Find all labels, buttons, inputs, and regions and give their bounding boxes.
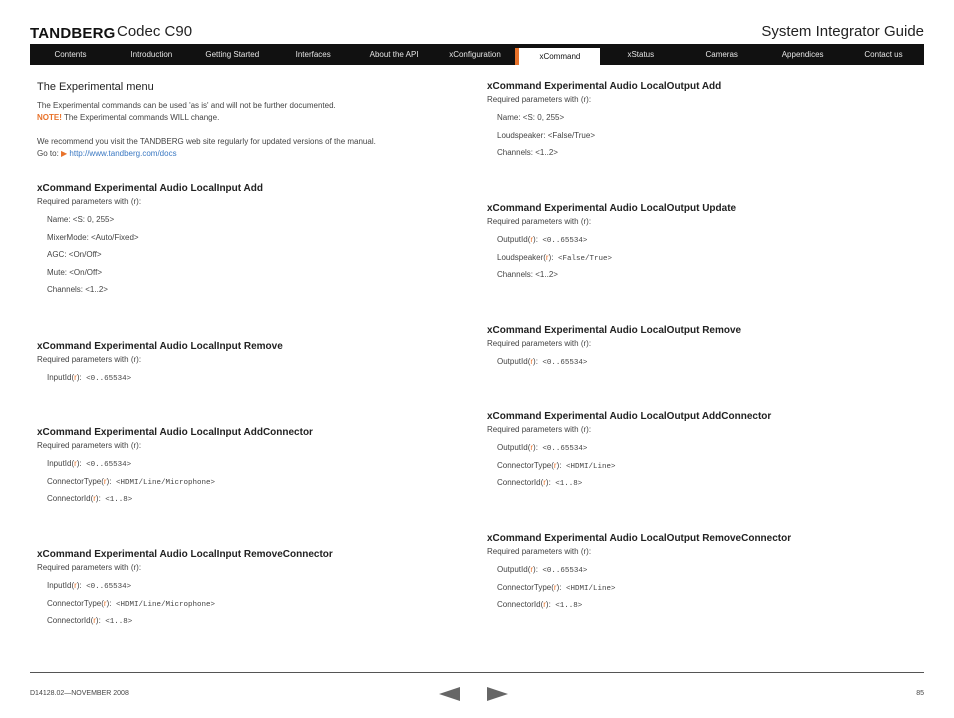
tab-getting-started[interactable]: Getting Started [205, 50, 260, 59]
param-name: Name: <S: 0, 255> [497, 113, 565, 122]
top-nav [30, 44, 924, 65]
command-localoutput-remove [487, 324, 907, 371]
tab-appendices[interactable]: Appendices [781, 50, 824, 59]
param-channels: Channels: <1..2> [497, 270, 558, 279]
param-agc: AGC: <On/Off> [47, 250, 102, 259]
note-label: NOTE! [37, 113, 62, 122]
page-number: 85 [916, 690, 924, 697]
param-connectorid: ConnectorId(r): <1..8> [47, 494, 133, 504]
command-localinput-remove [37, 340, 457, 387]
goto-label: Go to: [37, 149, 62, 158]
param-connectortype: ConnectorType(r): <HDMI/Line> [497, 582, 616, 593]
param-mixermode: MixerMode: <Auto/Fixed> [47, 232, 139, 242]
param-name: Name: <S: 0, 255> [47, 215, 115, 224]
command-localoutput-addconnector [487, 410, 907, 492]
tab-contact-us[interactable]: Contact us [864, 50, 903, 59]
param-inputid: InputId(r): <0..65534> [47, 459, 132, 469]
command-localinput-addconnector [37, 426, 457, 508]
previous-page-icon[interactable] [439, 687, 460, 701]
param-connectortype: ConnectorType(r): <HDMI/Line> [497, 460, 616, 471]
required-params-label: Required parameters with (r): [487, 217, 592, 226]
tab-interfaces[interactable]: Interfaces [295, 50, 331, 59]
command-title: xCommand Experimental Audio LocalOutput AddConnector [487, 411, 772, 422]
command-localoutput-update [487, 202, 907, 284]
command-title: xCommand Experimental Audio LocalOutput Add [487, 81, 722, 92]
tab-cameras[interactable]: Cameras [705, 50, 738, 59]
command-title: xCommand Experimental Audio LocalInput Remove [37, 341, 283, 352]
note-text: The Experimental commands WILL change. [61, 113, 220, 122]
param-inputid: InputId(r): <0..65534> [47, 581, 132, 591]
command-title: xCommand Experimental Audio LocalOutput Update [487, 203, 737, 214]
goto-line [37, 148, 457, 160]
param-channels: Channels: <1..2> [47, 285, 108, 294]
brand-logo: TANDBERG [30, 25, 116, 42]
recommend-text: We recommend you visit the TANDBERG web site regularly for updated versions of the manual. [37, 137, 376, 146]
document-id: D14128.02—NOVEMBER 2008 [30, 690, 129, 697]
intro-text: The Experimental commands can be used 'as is' and will not be further documented. [37, 101, 336, 110]
arrow-right-icon: ▶ [61, 149, 68, 158]
command-localoutput-add [487, 80, 907, 162]
command-title: xCommand Experimental Audio LocalInput Add [37, 183, 263, 194]
required-params-label: Required parameters with (r): [487, 547, 592, 556]
param-channels: Channels: <1..2> [497, 148, 558, 157]
page-header [30, 22, 924, 44]
required-params-label: Required parameters with (r): [487, 425, 592, 434]
command-title: xCommand Experimental Audio LocalInput RemoveConnector [37, 549, 333, 560]
command-title: xCommand Experimental Audio LocalOutput RemoveConnector [487, 533, 792, 544]
param-outputid: OutputId(r): <0..65534> [497, 357, 588, 367]
product-name: Codec C90 [117, 23, 193, 40]
required-params-label: Required parameters with (r): [37, 355, 142, 364]
required-params-label: Required parameters with (r): [37, 197, 142, 206]
param-connectortype: ConnectorType(r): <HDMI/Line/Microphone> [47, 598, 215, 609]
required-params-label: Required parameters with (r): [487, 339, 592, 348]
param-outputid: OutputId(r): <0..65534> [497, 443, 588, 453]
command-title: xCommand Experimental Audio LocalOutput Remove [487, 325, 742, 336]
next-page-icon[interactable] [487, 687, 508, 701]
section-title: The Experimental menu [37, 81, 154, 93]
command-localinput-add [37, 182, 457, 299]
command-title: xCommand Experimental Audio LocalInput AddConnector [37, 427, 313, 438]
required-params-label: Required parameters with (r): [37, 441, 142, 450]
param-loudspeaker: Loudspeaker(r): <False/True> [497, 252, 612, 263]
required-params-label: Required parameters with (r): [487, 95, 592, 104]
required-params-label: Required parameters with (r): [37, 563, 142, 572]
tab-xconfiguration[interactable]: xConfiguration [449, 50, 501, 59]
command-localoutput-removeconnector [487, 532, 907, 614]
tab-introduction[interactable]: Introduction [130, 50, 173, 59]
tab-contents[interactable]: Contents [54, 50, 87, 59]
param-connectortype: ConnectorType(r): <HDMI/Line/Microphone> [47, 476, 215, 487]
param-connectorid: ConnectorId(r): <1..8> [497, 600, 583, 610]
param-connectorid: ConnectorId(r): <1..8> [497, 478, 583, 488]
param-inputid: InputId(r): <0..65534> [47, 373, 132, 383]
param-connectorid: ConnectorId(r): <1..8> [47, 616, 133, 626]
param-loudspeaker: Loudspeaker: <False/True> [497, 130, 595, 140]
intro-section [37, 78, 457, 160]
tab-xcommand[interactable]: xCommand [515, 48, 600, 65]
tab-about-the-api[interactable]: About the API [369, 50, 419, 59]
docs-link[interactable]: http://www.tandberg.com/docs [69, 149, 177, 158]
param-outputid: OutputId(r): <0..65534> [497, 235, 588, 245]
note-line [37, 112, 457, 124]
footer-divider [30, 672, 924, 673]
param-mute: Mute: <On/Off> [47, 267, 102, 277]
param-outputid: OutputId(r): <0..65534> [497, 565, 588, 575]
tab-xstatus[interactable]: xStatus [627, 50, 655, 59]
guide-title: System Integrator Guide [761, 23, 924, 40]
command-localinput-removeconnector [37, 548, 457, 630]
